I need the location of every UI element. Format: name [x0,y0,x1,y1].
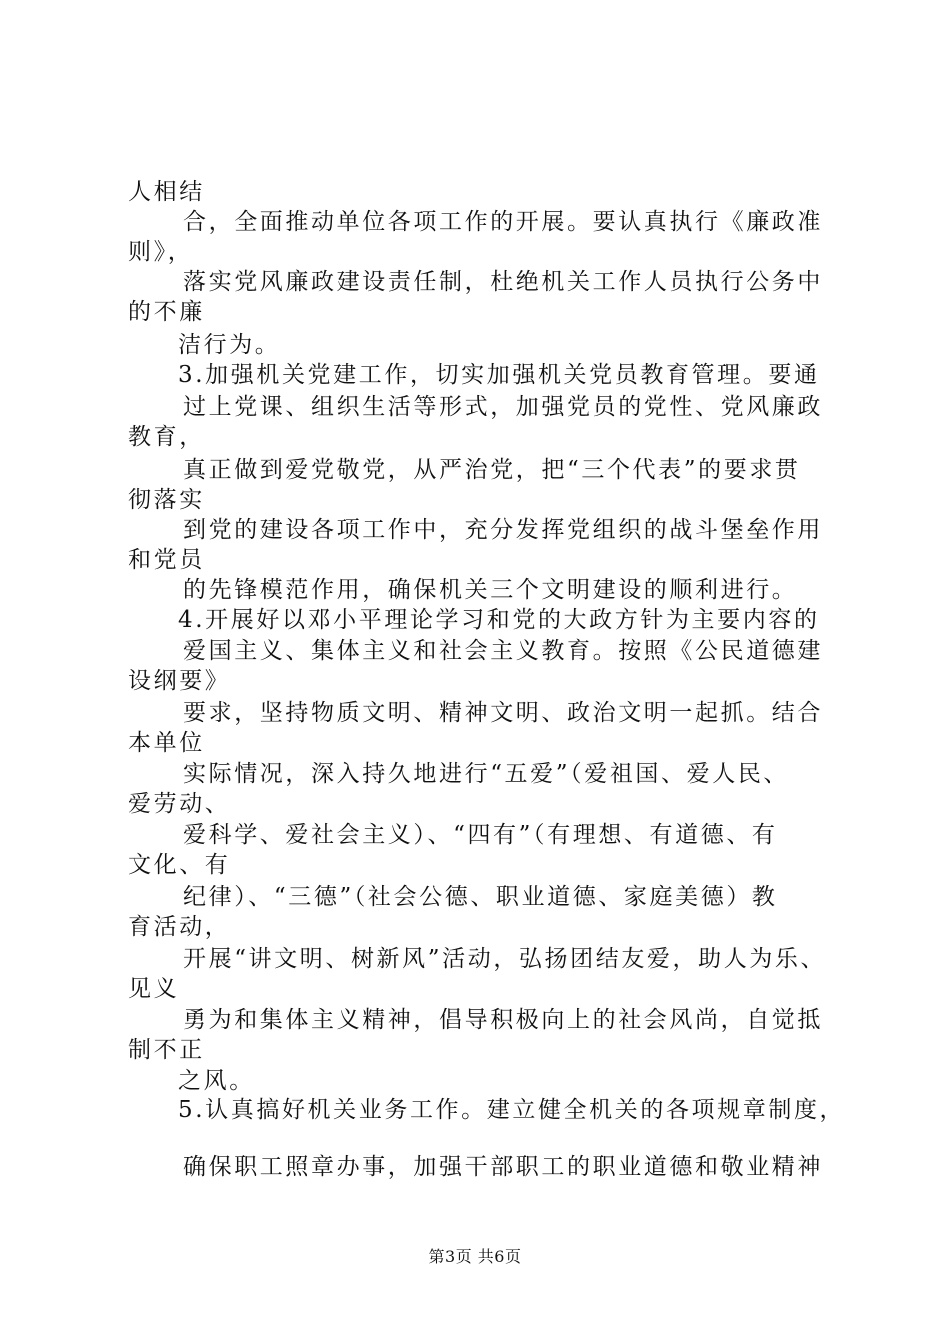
text-line: 爱劳动、 [128,791,231,817]
text-line: 见义 [128,976,180,1002]
text-line: 纪律）、“三德”（社会公德、职业道德、家庭美德）教 [183,884,778,910]
text-line: 落实党风廉政建设责任制，杜绝机关工作人员执行公务中 [183,269,823,295]
text-line: 制不正 [128,1037,205,1063]
text-line: 到党的建设各项工作中，充分发挥党组织的战斗堡垒作用 [183,517,823,543]
text-line: 的不廉 [128,299,205,325]
text-line: 5.认真搞好机关业务工作。建立健全机关的各项规章制度， [178,1097,846,1123]
text-line: 育活动， [128,914,231,940]
text-line: 文化、有 [128,852,231,878]
text-line: 要求，坚持物质文明、精神文明、政治文明一起抓。结合 [183,700,823,726]
text-line: 合，全面推动单位各项工作的开展。要认真执行《廉政准 [183,209,823,235]
text-line: 爱科学、爱社会主义）、“四有”（有理想、有道德、有 [183,822,778,848]
text-line: 开展“讲文明、树新风”活动，弘扬团结友爱，助人为乐、 [183,946,827,972]
text-line: 洁行为。 [178,332,281,358]
text-line: 彻落实 [128,487,205,513]
text-line: 3.加强机关党建工作，切实加强机关党员教育管理。要通 [178,362,820,388]
text-line: 设纲要》 [128,668,231,694]
text-line: 过上党课、组织生活等形式，加强党员的党性、党风廉政 [183,394,823,420]
page-number-footer: 第3页 共6页 [428,1247,522,1266]
text-line: 4.开展好以邓小平理论学习和党的大政方针为主要内容的 [178,607,820,633]
text-line: 教育， [128,424,205,450]
text-line: 的先锋模范作用，确保机关三个文明建设的顺利进行。 [183,577,798,603]
text-line: 人相结 [128,179,205,205]
text-line: 真正做到爱党敬党，从严治党，把“三个代表”的要求贯 [183,457,801,483]
text-line: 则》， [128,239,194,265]
text-line: 实际情况，深入持久地进行“五爱”（爱祖国、爱人民、 [183,761,790,787]
text-line: 勇为和集体主义精神，倡导积极向上的社会风尚，自觉抵 [183,1007,823,1033]
text-line: 确保职工照章办事，加强干部职工的职业道德和敬业精神 [183,1154,823,1180]
text-line: 爱国主义、集体主义和社会主义教育。按照《公民道德建 [183,638,823,664]
text-line: 之风。 [178,1068,255,1094]
text-line: 本单位 [128,730,205,756]
text-line: 和党员 [128,547,205,573]
